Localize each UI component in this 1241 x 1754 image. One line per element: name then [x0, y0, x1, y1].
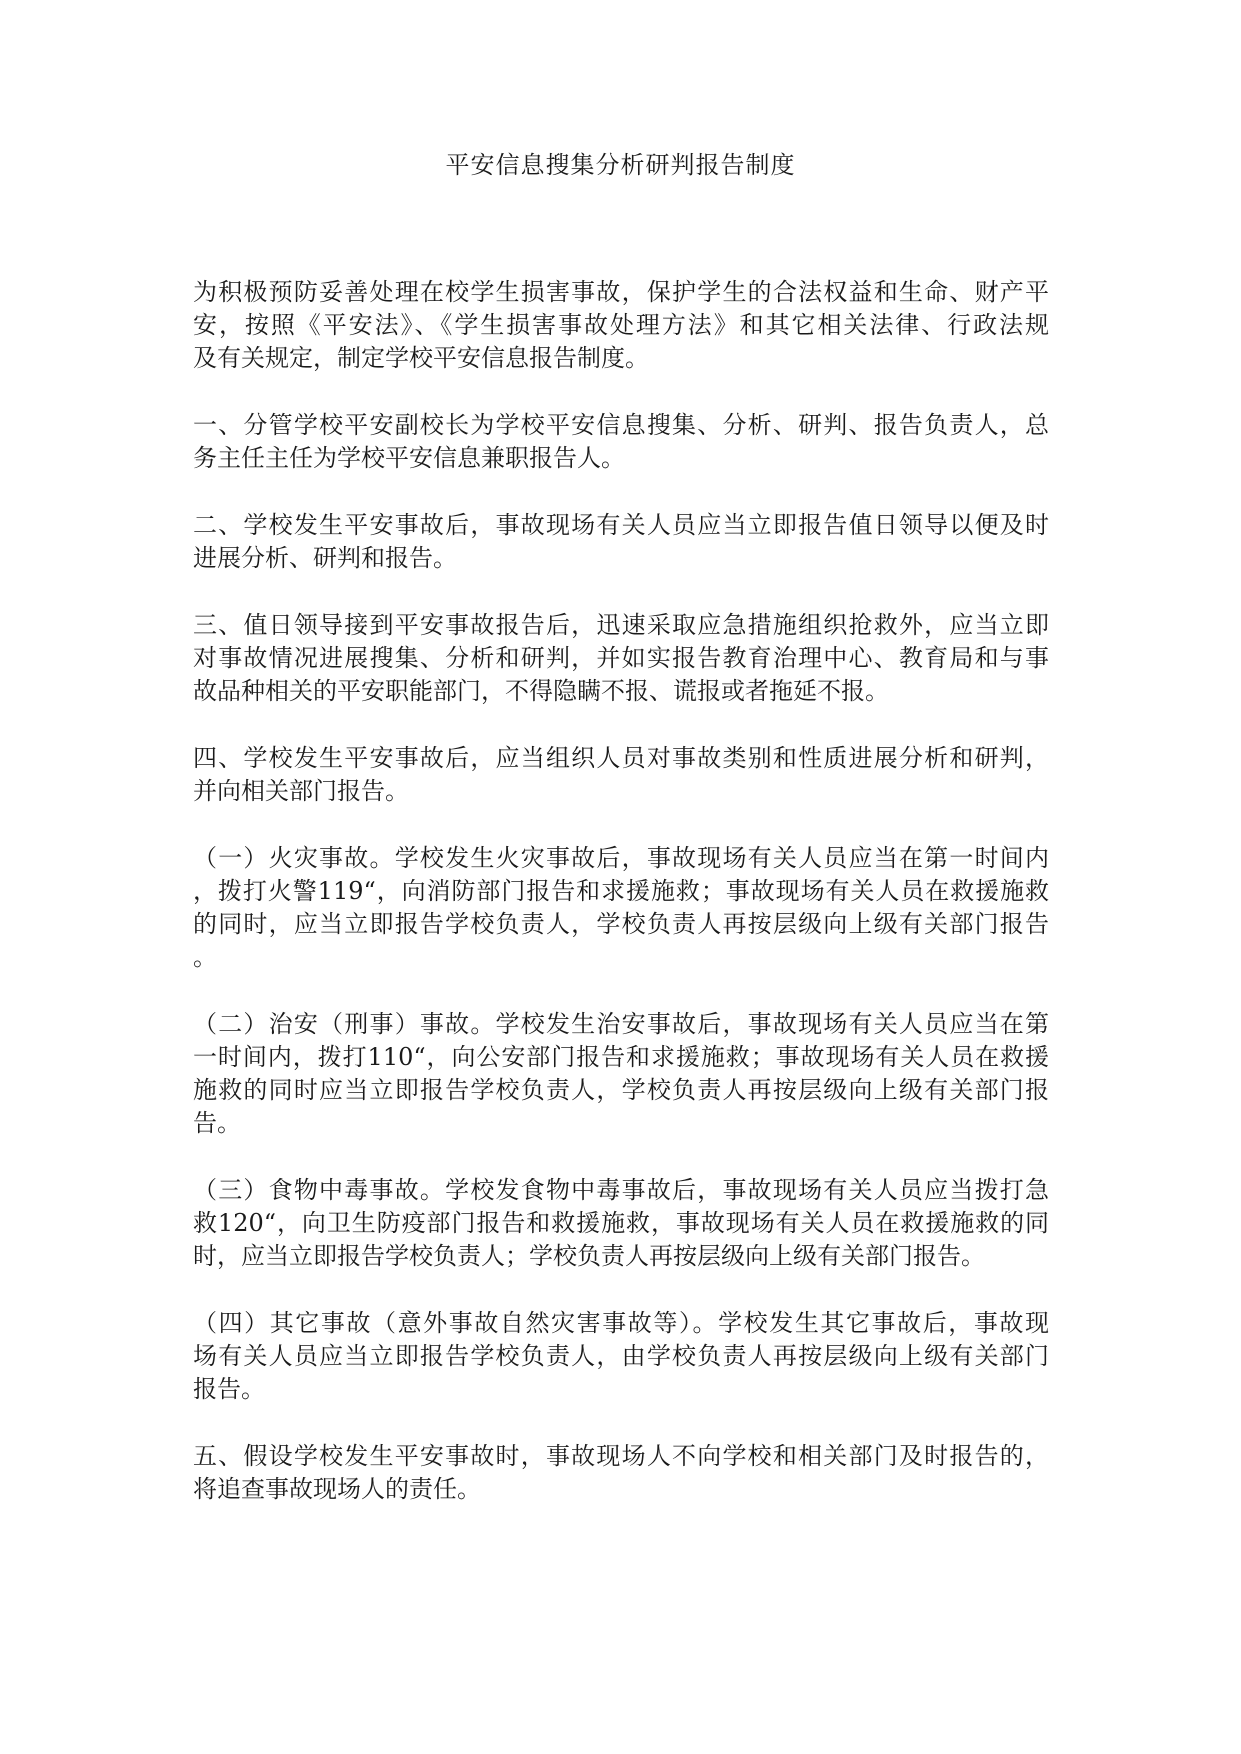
paragraph-line: （一）火灾事故。学校发生火灾事故后，事故现场有关人员应当在第一时间内: [193, 844, 1049, 872]
paragraph-line: 二、学校发生平安事故后，事故现场有关人员应当立即报告值日领导以便及时: [193, 511, 1049, 539]
paragraph-line: 告。: [193, 1109, 241, 1137]
paragraph-line: 五、假设学校发生平安事故时，事故现场人不向学校和相关部门及时报告的，: [193, 1442, 1049, 1470]
paragraph: [193, 276, 1049, 375]
paragraph-line: （三）食物中毒事故。学校发食物中毒事故后，事故现场有关人员应当拨打急: [193, 1176, 1049, 1204]
paragraph-line: 对事故情况进展搜集、分析和研判，并如实报告教育治理中心、教育局和与事: [193, 644, 1049, 672]
paragraph-line: 三、值日领导接到平安事故报告后，迅速采取应急措施组织抢救外，应当立即: [193, 611, 1049, 639]
paragraph: [193, 742, 1049, 808]
paragraph-line: 一时间内，拨打110“，向公安部门报告和求援施救；事故现场有关人员在救援: [193, 1043, 1049, 1071]
paragraph-line: 。: [193, 943, 217, 971]
paragraph-line: 安，按照《平安法》、《学生损害事故处理方法》和其它相关法律、行政法规: [193, 311, 1049, 339]
paragraph: [193, 842, 1049, 974]
paragraph-line: 救120“，向卫生防疫部门报告和救援施救，事故现场有关人员在救援施救的同: [193, 1209, 1049, 1237]
paragraph-line: 及有关规定，制定学校平安信息报告制度。: [193, 344, 649, 372]
paragraph-line: 为积极预防妥善处理在校学生损害事故，保护学生的合法权益和生命、财产平: [193, 278, 1049, 306]
paragraph-line: （二）治安（刑事）事故。学校发生治安事故后，事故现场有关人员应当在第: [193, 1010, 1049, 1038]
paragraph: [193, 1307, 1049, 1406]
paragraph: [193, 609, 1049, 708]
document-body: [193, 276, 1049, 1540]
paragraph: [193, 1174, 1049, 1273]
paragraph-line: 时，应当立即报告学校负责人；学校负责人再按层级向上级有关部门报告。: [193, 1242, 985, 1270]
paragraph-line: 的同时，应当立即报告学校负责人，学校负责人再按层级向上级有关部门报告: [193, 910, 1049, 938]
document-title: 平安信息搜集分析研判报告制度: [445, 151, 796, 179]
paragraph-line: 务主任主任为学校平安信息兼职报告人。: [193, 444, 625, 472]
paragraph: [193, 409, 1049, 475]
paragraph-line: 报告。: [193, 1375, 265, 1403]
paragraph-line: ，拨打火警119“，向消防部门报告和求援施救；事故现场有关人员在救援施救: [193, 877, 1049, 905]
paragraph: [193, 509, 1049, 575]
paragraph-line: 四、学校发生平安事故后，应当组织人员对事故类别和性质进展分析和研判，: [193, 744, 1049, 772]
paragraph-line: 将追查事故现场人的责任。: [193, 1475, 481, 1503]
paragraph-line: 故品种相关的平安职能部门，不得隐瞒不报、谎报或者拖延不报。: [193, 677, 889, 705]
paragraph-line: （四）其它事故（意外事故自然灾害事故等）。学校发生其它事故后，事故现: [193, 1309, 1049, 1337]
paragraph-line: 进展分析、研判和报告。: [193, 544, 457, 572]
paragraph-line: 一、分管学校平安副校长为学校平安信息搜集、分析、研判、报告负责人，总: [193, 411, 1049, 439]
paragraph: [193, 1440, 1049, 1506]
paragraph-line: 场有关人员应当立即报告学校负责人，由学校负责人再按层级向上级有关部门: [193, 1342, 1049, 1370]
paragraph-line: 施救的同时应当立即报告学校负责人，学校负责人再按层级向上级有关部门报: [193, 1076, 1049, 1104]
paragraph-line: 并向相关部门报告。: [193, 777, 409, 805]
paragraph: [193, 1008, 1049, 1140]
